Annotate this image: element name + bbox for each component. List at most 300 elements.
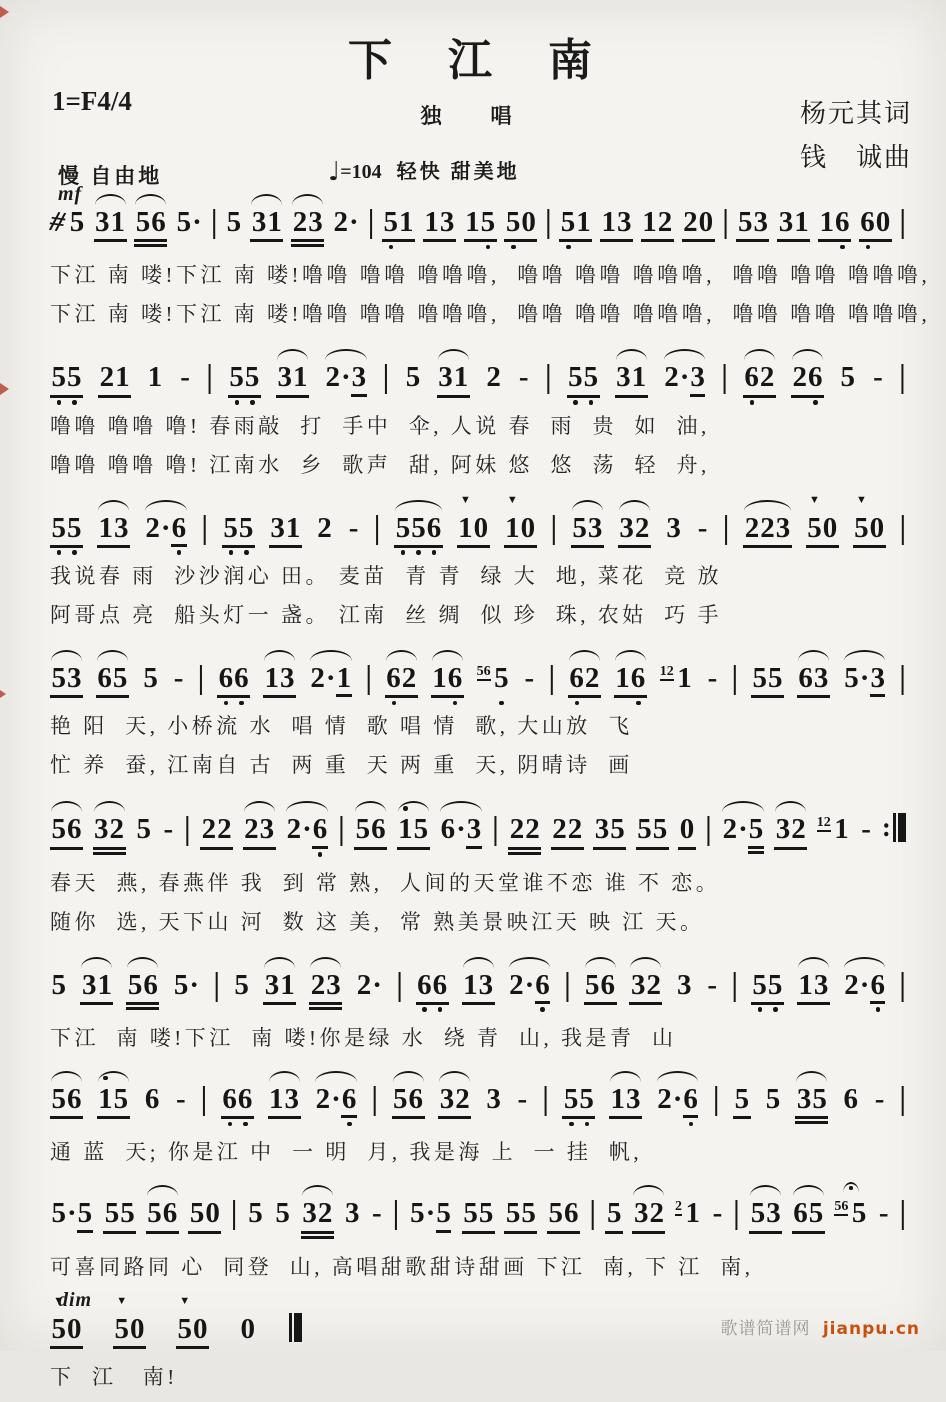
- slur-arc: [432, 650, 463, 661]
- note-token: 60: [859, 207, 892, 242]
- note-token: 35: [593, 814, 626, 849]
- note-token: 2·: [356, 968, 382, 1001]
- slur-arc: [135, 194, 166, 205]
- note-token: 13: [609, 1084, 642, 1119]
- music-system-8: [0, 1177, 946, 1280]
- music-system-4: [0, 642, 946, 779]
- dynamic-marking: mf: [58, 183, 83, 205]
- note-token: 32: [93, 814, 126, 854]
- slur-arc: [264, 650, 295, 661]
- note-token: 15: [464, 207, 497, 242]
- note-token: 35: [795, 1084, 828, 1124]
- note-token: 2: [317, 511, 332, 544]
- note-token: 55: [103, 1198, 136, 1233]
- note-token: 55: [222, 513, 255, 548]
- note-token: 5: [840, 361, 855, 394]
- fermata: [843, 1182, 859, 1193]
- score: [0, 183, 946, 1402]
- note-token: 3: [666, 511, 681, 544]
- note-token: 66: [217, 663, 250, 698]
- dash-note: -: [163, 813, 174, 846]
- barline: |: [899, 1080, 906, 1117]
- note-token: 56: [50, 814, 83, 849]
- barline: |: [365, 659, 372, 696]
- slur-arc: [98, 1071, 129, 1082]
- note-token: 31: [615, 362, 648, 397]
- note-token: 5: [136, 813, 151, 846]
- slur-arc: [251, 194, 282, 205]
- note-token: 32: [618, 513, 651, 548]
- note-token: 20: [682, 207, 715, 242]
- note-token: 5: [275, 1197, 290, 1230]
- dash-note: -: [873, 361, 883, 394]
- song-title: 下 江 南: [348, 36, 598, 85]
- note-token: 12: [641, 207, 674, 242]
- note-token: 65: [792, 1198, 825, 1233]
- note-token: 31: [276, 362, 309, 397]
- note-token: 2·3: [324, 362, 368, 397]
- note-token: 53: [571, 513, 604, 548]
- key-signature: 1=F4/4: [52, 86, 132, 116]
- repeat-barline: [882, 813, 906, 845]
- note-token: 55: [504, 1198, 537, 1233]
- slur-arc: [286, 801, 328, 812]
- bpm-value: =104: [340, 161, 382, 183]
- barline: |: [899, 966, 906, 1003]
- note-token: 13: [263, 663, 296, 698]
- note-token: 23: [243, 814, 276, 849]
- slur-arc: [615, 650, 646, 661]
- slur-arc: [463, 957, 494, 968]
- performance-type: 独 唱: [420, 104, 526, 128]
- note-token: 56 5: [834, 1198, 868, 1230]
- note-token: 15: [97, 1084, 130, 1119]
- grace-note: 12: [659, 663, 674, 679]
- slur-arc: [750, 1185, 781, 1196]
- note-token: 13: [600, 207, 633, 242]
- barline: |: [899, 204, 906, 240]
- slur-arc: [440, 801, 482, 812]
- barline: |: [201, 509, 208, 546]
- lyric-line: 噜噜 噜噜 噜! 江南水 乡 歌声 甜, 阿妹 悠 悠 荡 轻 舟,: [50, 452, 710, 477]
- note-token: 55: [462, 1198, 495, 1233]
- note-token: 6: [843, 1082, 859, 1115]
- barline: |: [184, 811, 191, 848]
- dash-note: -: [707, 968, 718, 1001]
- note-token: 56: [392, 1084, 425, 1119]
- slur-arc: [81, 957, 112, 968]
- dash-note: -: [707, 661, 718, 694]
- notes-row: [50, 642, 906, 701]
- note-token: 53: [749, 1198, 782, 1233]
- note-token: 13: [97, 513, 130, 548]
- note-token: 32: [632, 1198, 665, 1233]
- note-token: ▼ 50: [50, 1314, 83, 1349]
- slur-arc: [619, 500, 650, 511]
- slur-arc: [398, 801, 429, 812]
- barline: |: [722, 204, 729, 240]
- lyric-line: 阿哥点 亮 船头灯一 盏。 江南 丝 绸 似 珍 珠, 农姑 巧 手: [50, 602, 722, 627]
- note-token: 55: [636, 814, 669, 849]
- note-token: 13: [462, 970, 495, 1005]
- slur-arc: [147, 1185, 178, 1196]
- music-system-7: [0, 1063, 946, 1166]
- note-token: 65: [96, 663, 129, 698]
- note-token: 22: [200, 814, 233, 849]
- barline: |: [197, 659, 205, 696]
- note-token: 223: [743, 513, 792, 548]
- note-token: 32: [774, 814, 807, 849]
- note-token: 31: [269, 513, 302, 548]
- note-token: 5: [248, 1197, 263, 1230]
- dash-note: -: [861, 813, 871, 846]
- barline: |: [373, 509, 381, 546]
- slur-arc: [775, 801, 806, 812]
- slur-arc: [355, 801, 386, 812]
- note-token: 56: [134, 207, 167, 247]
- grace-note: 2: [675, 1199, 683, 1215]
- slur-arc: [657, 1071, 699, 1082]
- note-token: 62: [743, 362, 776, 397]
- music-system-9: [0, 1288, 946, 1391]
- dash-note: -: [180, 361, 190, 394]
- tempo-mood: 轻快 甜美地: [396, 161, 520, 183]
- note-token: 2·3: [663, 362, 707, 397]
- slur-arc: [325, 349, 367, 360]
- note-token: ▼ 50: [176, 1314, 209, 1349]
- notes-row: [50, 792, 906, 857]
- note-token: 55: [228, 362, 261, 397]
- note-token: 2·6: [843, 970, 887, 1005]
- note-token: 2 1: [675, 1197, 701, 1230]
- note-token: 2·1: [309, 663, 353, 698]
- barline: |: [733, 1195, 740, 1232]
- note-token: 5: [605, 1198, 623, 1233]
- lyric-line: 下江 南 喽!下江 南 喽!噜噜 噜噜 噜噜噜, 噜噜 噜噜 噜噜噜, 噜噜 噜噜 噜噜噜,: [50, 302, 931, 327]
- note-token: 5: [234, 968, 249, 1001]
- quarter-note-icon: ♩: [328, 157, 341, 187]
- note-token: 5·: [173, 968, 200, 1001]
- notes-row: [50, 1177, 906, 1241]
- note-token: 2·6: [656, 1084, 700, 1119]
- tempo-expression-left: 慢 自由地: [58, 164, 163, 188]
- note-token: 556: [394, 513, 443, 548]
- dash-note: -: [697, 511, 708, 544]
- note-token: ▼ 10: [504, 513, 537, 548]
- handwritten-mark: #: [47, 205, 67, 239]
- dash-note: -: [371, 1197, 382, 1230]
- slur-arc: [722, 801, 764, 812]
- note-token: 62: [385, 663, 418, 698]
- slur-arc: [744, 500, 791, 511]
- thick-barline: [893, 813, 906, 842]
- note-token: 50: [504, 207, 537, 242]
- note-token: 56: [126, 970, 159, 1010]
- slur-arc: [569, 650, 600, 661]
- note-token: 22: [508, 814, 541, 854]
- slur-arc: [796, 1071, 827, 1082]
- note-token: 66: [416, 970, 449, 1005]
- barline: |: [542, 1080, 549, 1117]
- barline: |: [899, 359, 906, 396]
- lyric-line: 下江 南 喽!下江 南 喽!你是绿 水 绕 青 山, 我是青 山: [50, 1025, 677, 1050]
- slur-arc: [610, 1071, 641, 1082]
- note-token: 3: [344, 1197, 360, 1230]
- slur-arc: [633, 1185, 664, 1196]
- barline: |: [722, 509, 730, 546]
- notes-row: [50, 1063, 906, 1127]
- dash-note: -: [518, 361, 529, 394]
- dash-note: -: [524, 661, 535, 694]
- note-token: 12 1: [816, 813, 849, 846]
- barline: |: [371, 1080, 378, 1117]
- watermark: [720, 1314, 920, 1339]
- slur-arc: [744, 349, 775, 360]
- barline: |: [550, 509, 557, 546]
- lyric-line: 忙 养 蚕, 江南自 古 两 重 天 两 重 天, 阴晴诗 画: [50, 753, 633, 778]
- note-token: 12 1: [659, 661, 692, 694]
- note-token: 31: [263, 970, 296, 1005]
- barline: |: [899, 659, 906, 696]
- note-token: 56: [50, 1084, 83, 1119]
- music-system-6: [0, 949, 946, 1052]
- note-token: 2·6: [314, 1084, 358, 1119]
- lyric-line: 艳 阳 天, 小桥流 水 唱 情 歌 唱 情 歌, 大山放 飞: [50, 714, 633, 739]
- music-system-3: [0, 492, 946, 629]
- barline: |: [545, 359, 552, 396]
- note-token: 13: [423, 207, 456, 242]
- barline: |: [200, 1080, 208, 1117]
- lyric-line: 春天 燕, 春燕伴 我 到 常 熟, 人间的天堂谁不恋 谁 不 恋。: [50, 870, 721, 895]
- notes-row: [50, 492, 906, 551]
- slur-arc: [310, 650, 352, 661]
- note-token: 16: [818, 207, 851, 242]
- grace-note: 56: [834, 1199, 849, 1215]
- note-token: 55: [751, 663, 784, 698]
- note-token: 5: [51, 968, 66, 1001]
- note-token: 3: [676, 968, 692, 1001]
- note-token: ▼ 50: [853, 513, 886, 548]
- music-system-1: [0, 183, 946, 328]
- lyric-line: 下 江 南!: [50, 1364, 178, 1389]
- slur-arc: [585, 957, 616, 968]
- barline: |: [382, 359, 390, 396]
- note-token: 26: [791, 362, 824, 397]
- slur-arc: [630, 957, 661, 968]
- note-token: 56: [584, 970, 617, 1005]
- slur-arc: [664, 349, 706, 360]
- slur-arc: [844, 650, 886, 661]
- note-token: 55: [567, 362, 600, 397]
- barline: |: [721, 359, 728, 396]
- grace-note: 56: [476, 663, 491, 679]
- slur-arc: [277, 349, 308, 360]
- note-token: 63: [797, 663, 830, 698]
- dash-note: -: [712, 1197, 723, 1230]
- slur-arc: [94, 801, 125, 812]
- note-token: 6·3: [439, 814, 483, 849]
- site-url: jianpu.cn: [822, 1319, 920, 1339]
- note-token: 2·5: [721, 814, 765, 854]
- dash-note: -: [874, 1082, 885, 1115]
- barline: |: [713, 1080, 720, 1117]
- note-token: 31: [777, 207, 810, 242]
- note-token: 31: [437, 362, 470, 397]
- thick-barline: [289, 1313, 302, 1342]
- dash-note: -: [517, 1082, 528, 1115]
- note-token: 3: [486, 1082, 501, 1115]
- slur-arc: [302, 1185, 333, 1196]
- note-token: 31: [94, 207, 127, 242]
- note-token: 5: [405, 361, 421, 394]
- barline: |: [899, 1195, 906, 1232]
- lyric-line: 下江 南 喽!下江 南 喽!噜噜 噜噜 噜噜噜, 噜噜 噜噜 噜噜噜, 噜噜 噜噜 噜噜噜,: [50, 263, 931, 288]
- note-token: 6: [144, 1082, 160, 1115]
- lyric-line: 可喜同路同 心 同登 山, 高唱甜歌甜诗甜画 下江 南, 下 江 南,: [50, 1254, 754, 1279]
- slur-arc: [51, 650, 82, 661]
- note-token: 51: [559, 207, 592, 242]
- barline: |: [589, 1195, 596, 1232]
- note-token: 66: [221, 1084, 254, 1119]
- repeat-dots: :: [881, 812, 891, 843]
- credits: [800, 92, 912, 180]
- slur-arc: [315, 1071, 357, 1082]
- barline: |: [211, 204, 218, 240]
- barline: |: [899, 509, 906, 546]
- note-token: 5·3: [843, 663, 887, 698]
- note-token: 5: [226, 206, 242, 238]
- notes-row: [50, 949, 906, 1013]
- site-name: 歌谱简谱网: [720, 1319, 811, 1339]
- note-token: 23: [291, 207, 324, 247]
- note-token: 56 5: [476, 661, 509, 694]
- dash-note: -: [173, 661, 184, 694]
- note-token: ▼ 50: [113, 1314, 146, 1349]
- note-token: 55: [50, 513, 83, 548]
- composer-credit: 钱 诚曲: [799, 143, 912, 173]
- note-token: 5: [733, 1084, 751, 1119]
- lyric-line: 随你 选, 天下山 河 数 这 美, 常 熟美景映江天 映 江 天。: [50, 909, 705, 934]
- barline: |: [545, 204, 552, 240]
- slur-arc: [793, 1185, 824, 1196]
- note-token: ▼ 50: [806, 513, 839, 548]
- slur-arc: [616, 349, 647, 360]
- barline: |: [213, 966, 220, 1003]
- note-token: 5: [765, 1082, 781, 1115]
- slur-arc: [97, 650, 128, 661]
- slur-arc: [509, 957, 551, 968]
- slur-arc: [127, 957, 158, 968]
- note-token: 32: [301, 1198, 334, 1238]
- note-token: 32: [438, 1084, 471, 1119]
- slur-arc: [844, 957, 886, 968]
- lyricist-credit: 杨元其词: [799, 99, 912, 128]
- note-token: 62: [568, 663, 601, 698]
- note-token: 13: [797, 970, 830, 1005]
- note-token: 56: [547, 1198, 580, 1233]
- note-token: 5·: [176, 206, 202, 238]
- note-token: 56: [354, 814, 387, 849]
- notes-row: [50, 341, 906, 400]
- note-token: 5·5: [50, 1198, 94, 1233]
- slur-arc: [393, 1071, 424, 1082]
- tempo-marking: [328, 155, 520, 187]
- slur-arc: [792, 349, 823, 360]
- barline: |: [731, 659, 739, 696]
- note-token: 55: [562, 1084, 595, 1119]
- barline: |: [705, 811, 712, 848]
- slur-arc: [98, 500, 129, 511]
- slur-arc: [244, 801, 275, 812]
- slur-arc: [798, 957, 829, 968]
- note-token: 56: [146, 1198, 179, 1233]
- note-token: 53: [50, 663, 83, 698]
- dash-note: -: [348, 511, 359, 544]
- note-token: 2·6: [508, 970, 552, 1005]
- note-token: 50: [188, 1198, 221, 1233]
- slur-arc: [798, 650, 829, 661]
- slur-arc: [264, 957, 295, 968]
- slur-arc: [438, 349, 469, 360]
- note-token: 16: [614, 663, 647, 698]
- barline: |: [564, 966, 571, 1003]
- slur-arc: [145, 500, 187, 511]
- note-token: 2: [486, 361, 501, 394]
- grace-note: 12: [816, 815, 831, 831]
- note-token: 21: [98, 362, 131, 397]
- note-token: 5·5: [409, 1198, 453, 1233]
- barline: |: [731, 966, 738, 1003]
- barline: |: [492, 811, 499, 848]
- lyric-line: 我说春 雨 沙沙润心 田。 麦苗 青 青 绿 大 地, 菜花 竞 放: [50, 563, 722, 588]
- slur-arc: [439, 1071, 470, 1082]
- slur-arc: [572, 500, 603, 511]
- note-token: 2·6: [144, 513, 188, 548]
- notes-row: [47, 183, 906, 250]
- note-token: 5: [143, 661, 158, 694]
- note-token: 16: [431, 663, 464, 698]
- note-token: 0: [240, 1312, 255, 1345]
- music-system-2: [0, 341, 946, 478]
- note-token: 23: [309, 970, 342, 1010]
- barline: |: [392, 1195, 400, 1232]
- barline: |: [367, 204, 375, 240]
- dash-note: -: [878, 1197, 889, 1230]
- note-token: 2·6: [285, 814, 329, 849]
- slur-arc: [269, 1071, 300, 1082]
- note-token: 22: [551, 814, 584, 849]
- final-barline: [287, 1313, 302, 1345]
- note-token: 0: [678, 814, 696, 849]
- note-token: 15: [397, 814, 430, 849]
- slur-arc: [292, 194, 323, 205]
- note-token: 5: [69, 206, 85, 238]
- lyric-line: 噜噜 噜噜 噜! 春雨敲 打 手中 伞, 人说 春 雨 贵 如 油,: [50, 413, 710, 438]
- note-token: 2·: [333, 206, 359, 238]
- barline: |: [338, 811, 345, 848]
- note-token: 55: [50, 362, 83, 397]
- note-token: 1: [147, 361, 163, 394]
- slur-arc: [51, 801, 82, 812]
- barline: |: [206, 359, 213, 396]
- slur-arc: [310, 957, 341, 968]
- note-token: 51: [382, 207, 415, 242]
- barline: |: [396, 966, 403, 1003]
- lyric-line: 通 蓝 天; 你是江 中 一 明 月, 我是海 上 一 挂 帆,: [50, 1140, 643, 1165]
- slur-arc: [95, 194, 126, 205]
- note-token: 31: [250, 207, 283, 242]
- music-system-5: [0, 792, 946, 935]
